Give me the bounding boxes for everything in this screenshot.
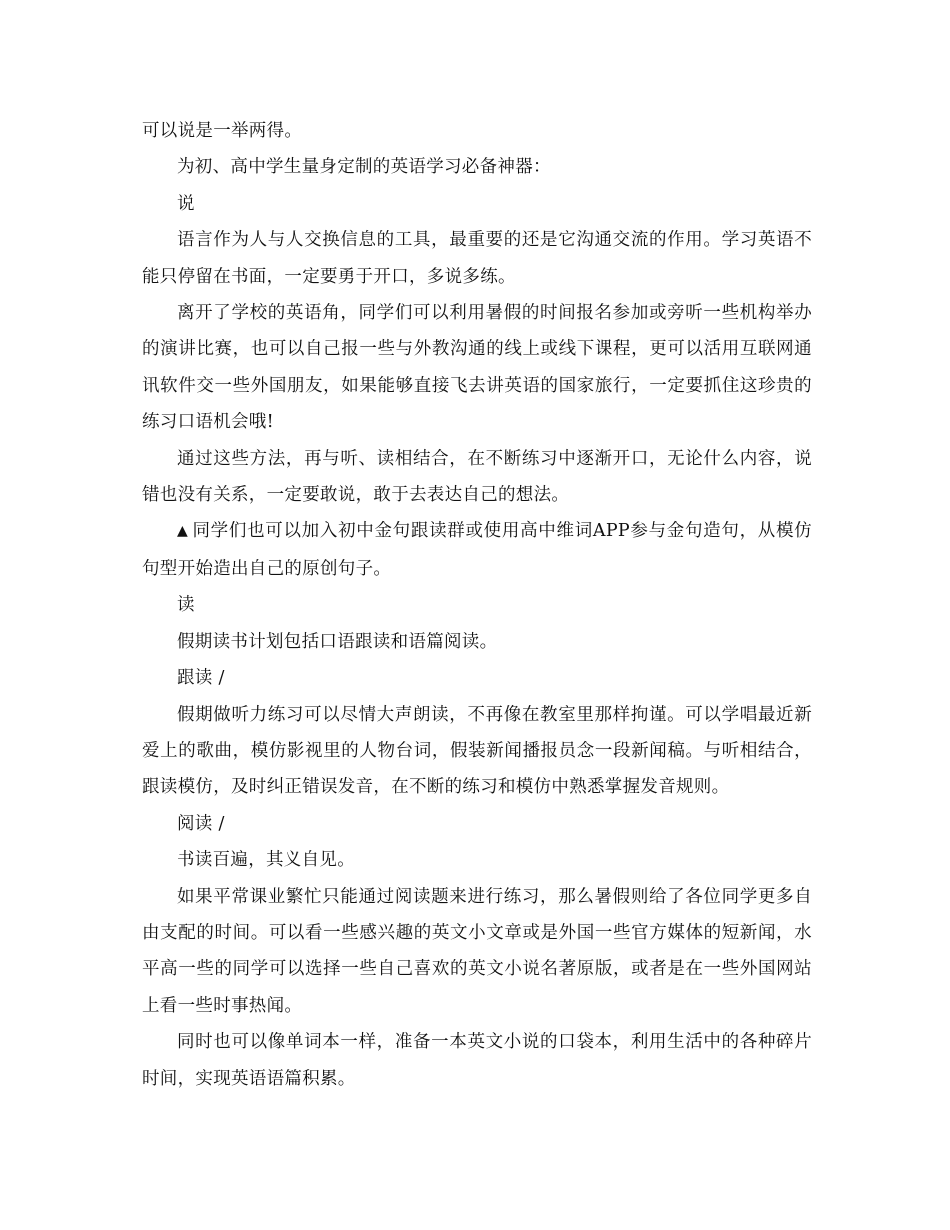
paragraph: 同时也可以像单词本一样，准备一本英文小说的口袋本，利用生活中的各种碎片时间，实现英语语篇积累。 (142, 1032, 812, 1089)
document-body (142, 113, 812, 1097)
paragraph: 为初、高中学生量身定制的英语学习必备神器： (177, 157, 551, 178)
bullet-paragraph-text: 同学们也可以加入初中金句跟读群或使用高中维词APP参与金句造句，从模仿句型开始造出自己的原创句子。 (142, 521, 812, 579)
subheading-follow-read: 跟读 / (177, 668, 225, 689)
triangle-bullet-icon: ▲ (177, 523, 189, 540)
subheading-reading: 阅读 / (177, 813, 225, 834)
section-heading-read: 读 (177, 595, 195, 616)
paragraph: 通过这些方法，再与听、读相结合，在不断练习中逐渐开口，无论什么内容，说错也没有关系，一定要敢说，敢于去表达自己的想法。 (142, 448, 812, 506)
section-heading-speak: 说 (177, 193, 195, 214)
paragraph: 书读百遍，其义自见。 (177, 850, 355, 871)
bullet-paragraph (142, 513, 812, 587)
paragraph: 语言作为人与人交换信息的工具，最重要的还是它沟通交流的作用。学习英语不能只停留在书面，一定要勇于开口，多说多练。 (142, 230, 812, 287)
paragraph: 假期读书计划包括口语跟读和语篇阅读。 (177, 631, 498, 652)
paragraph: 如果平常课业繁忙只能通过阅读题来进行练习，那么暑假则给了各位同学更多自由支配的时间。可以看一些感兴趣的英文小文章或是外国一些官方媒体的短新闻，水平高一些的同学可以选择一些自己喜欢的英文小说名著原版，或者是在一些外国网站上看一些时事热闻。 (142, 886, 812, 1016)
paragraph: 离开了学校的英语角，同学们可以利用暑假的时间报名参加或旁听一些机构举办的演讲比赛，也可以自己报一些与外教沟通的线上或线下课程，更可以活用互联网通讯软件交一些外国朋友，如果能够直接飞去讲英语的国家旅行，一定要抓住这珍贵的练习口语机会哦! (142, 303, 812, 433)
paragraph: 假期做听力练习可以尽情大声朗读，不再像在教室里那样拘谨。可以学唱最近新爱上的歌曲，模仿影视里的人物台词，假装新闻播报员念一段新闻稿。与听相结合，跟读模仿，及时纠正错误发音，在不断的练习和模仿中熟悉掌握发音规则。 (142, 704, 812, 798)
paragraph: 可以说是一举两得。 (142, 121, 303, 141)
